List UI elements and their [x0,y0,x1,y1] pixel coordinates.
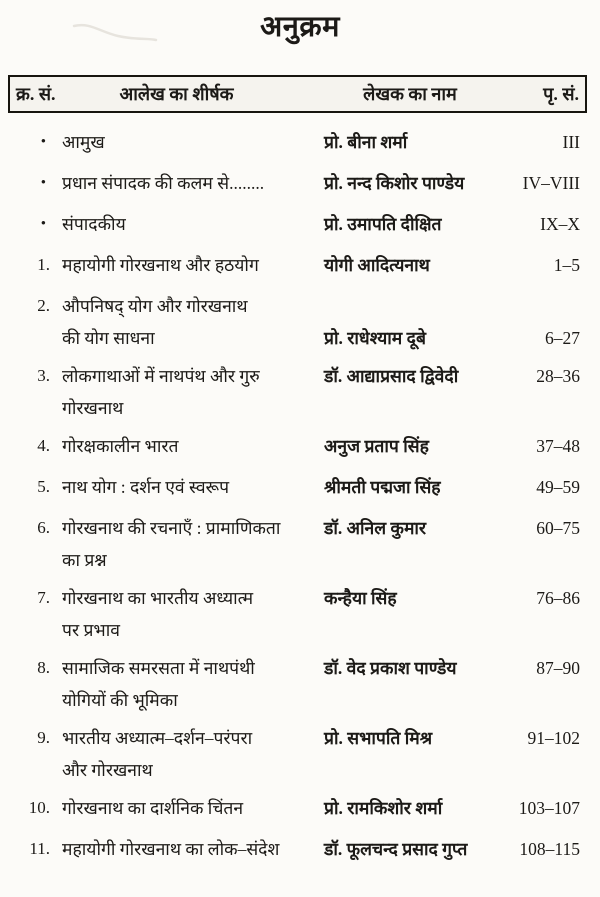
row-title [52,132,322,152]
row-title [52,173,322,193]
row-author: अनुज प्रताप सिंह [324,436,429,456]
header-page-number: पृ. सं. [543,84,579,104]
row-title [52,658,322,710]
row-title [52,518,322,570]
row-pages: 108–115 [519,839,580,859]
row-serial: 8. [37,658,50,677]
toc-row [10,366,580,418]
row-serial: 2. [37,296,50,315]
row-title-line: प्रधान संपादक की कलम से........ [62,173,265,193]
row-pages: 28–36 [536,366,580,386]
row-serial: 9. [37,728,50,747]
toc-row [10,477,580,497]
row-title-line: लोकगाथाओं में नाथपंथ और गुरु [62,366,260,386]
row-title-line: गोरक्षकालीन भारत [62,436,179,456]
row-author: प्रो. राधेश्याम दूबे [324,328,426,348]
table-header-row [8,75,587,113]
row-title-line: गोरखनाथ [62,398,124,418]
row-pages: 76–86 [536,588,580,608]
row-title [52,477,322,497]
row-pages: 60–75 [536,518,580,538]
toc-row [10,518,580,570]
row-title [52,728,322,780]
row-title-line: महायोगी गोरखनाथ और हठयोग [62,255,259,275]
row-title [52,296,322,348]
row-title-line: गोरखनाथ का दार्शनिक चिंतन [62,798,244,818]
row-author: डॉ. वेद प्रकाश पाण्डेय [324,658,457,678]
row-serial: 4. [37,436,50,455]
toc-row [10,798,580,818]
toc-row [10,132,580,152]
row-author: कन्हैया सिंह [324,588,397,608]
row-title-line: और गोरखनाथ [62,760,153,780]
page-title: अनुक्रम [260,11,340,43]
row-title [52,255,322,275]
row-pages: 91–102 [527,728,580,748]
row-serial: • [40,216,46,232]
row-author: योगी आदित्यनाथ [324,255,430,275]
row-title [52,588,322,640]
row-serial: 1. [37,255,50,274]
header-serial-number: क्र. सं. [16,84,56,104]
row-title [52,436,322,456]
row-title-line: नाथ योग : दर्शन एवं स्वरूप [62,477,230,497]
row-author: डॉ. अनिल कुमार [324,518,427,538]
row-title-line: आमुख [62,132,105,152]
row-author: डॉ. आद्याप्रसाद द्विवेदी [324,366,459,386]
row-pages: 87–90 [536,658,580,678]
toc-rows [0,132,600,859]
row-serial: 10. [28,798,50,817]
row-pages: 1–5 [553,255,580,275]
row-author: प्रो. रामकिशोर शर्मा [324,798,443,818]
row-serial: • [40,134,46,150]
toc-row [10,214,580,234]
row-title-line: गोरखनाथ की रचनाएँ : प्रामाणिकता [62,518,281,538]
row-author: प्रो. बीना शर्मा [324,132,408,152]
row-pages: IX–X [540,214,580,234]
row-author: प्रो. सभापति मिश्र [324,728,433,748]
row-pages: 49–59 [536,477,580,497]
row-serial: 3. [37,366,50,385]
row-title [52,839,322,859]
row-title [52,798,322,818]
row-pages: 37–48 [536,436,580,456]
row-title-line: का प्रश्न [62,550,107,570]
row-author: डॉ. फूलचन्द प्रसाद गुप्त [324,839,468,859]
row-serial: 11. [29,839,50,858]
row-title-line: गोरखनाथ का भारतीय अध्यात्म [62,588,254,608]
row-title-line: भारतीय अध्यात्म–दर्शन–परंपरा [62,728,253,748]
header-author-name: लेखक का नाम [363,84,457,104]
header-article-title: आलेख का शीर्षक [119,84,234,104]
row-pages: IV–VIII [522,173,580,193]
row-title [52,366,322,418]
toc-row [10,658,580,710]
row-pages: III [562,132,580,152]
row-serial: 5. [37,477,50,496]
toc-row [10,173,580,193]
row-title-line: औपनिषद् योग और गोरखनाथ [62,296,248,316]
row-title-line: की योग साधना [62,328,155,348]
toc-row [10,255,580,275]
row-serial: 6. [37,518,50,537]
row-pages: 6–27 [545,328,580,348]
toc-row [10,588,580,640]
row-title-line: योगियों की भूमिका [62,690,178,710]
row-title-line: सामाजिक समरसता में नाथपंथी [62,658,255,678]
row-title-line: संपादकीय [62,214,126,234]
toc-row [10,296,580,348]
row-author: प्रो. नन्द किशोर पाण्डेय [324,173,465,193]
row-title-line: महायोगी गोरखनाथ का लोक–संदेश [62,839,280,859]
row-pages: 103–107 [518,798,580,818]
row-author: प्रो. उमापति दीक्षित [324,214,442,234]
row-author: श्रीमती पद्मजा सिंह [324,477,441,497]
row-serial: 7. [37,588,50,607]
row-title-line: पर प्रभाव [62,620,120,640]
toc-row [10,436,580,456]
row-title [52,214,322,234]
toc-row [10,839,580,859]
row-serial: • [40,175,46,191]
toc-row [10,728,580,780]
